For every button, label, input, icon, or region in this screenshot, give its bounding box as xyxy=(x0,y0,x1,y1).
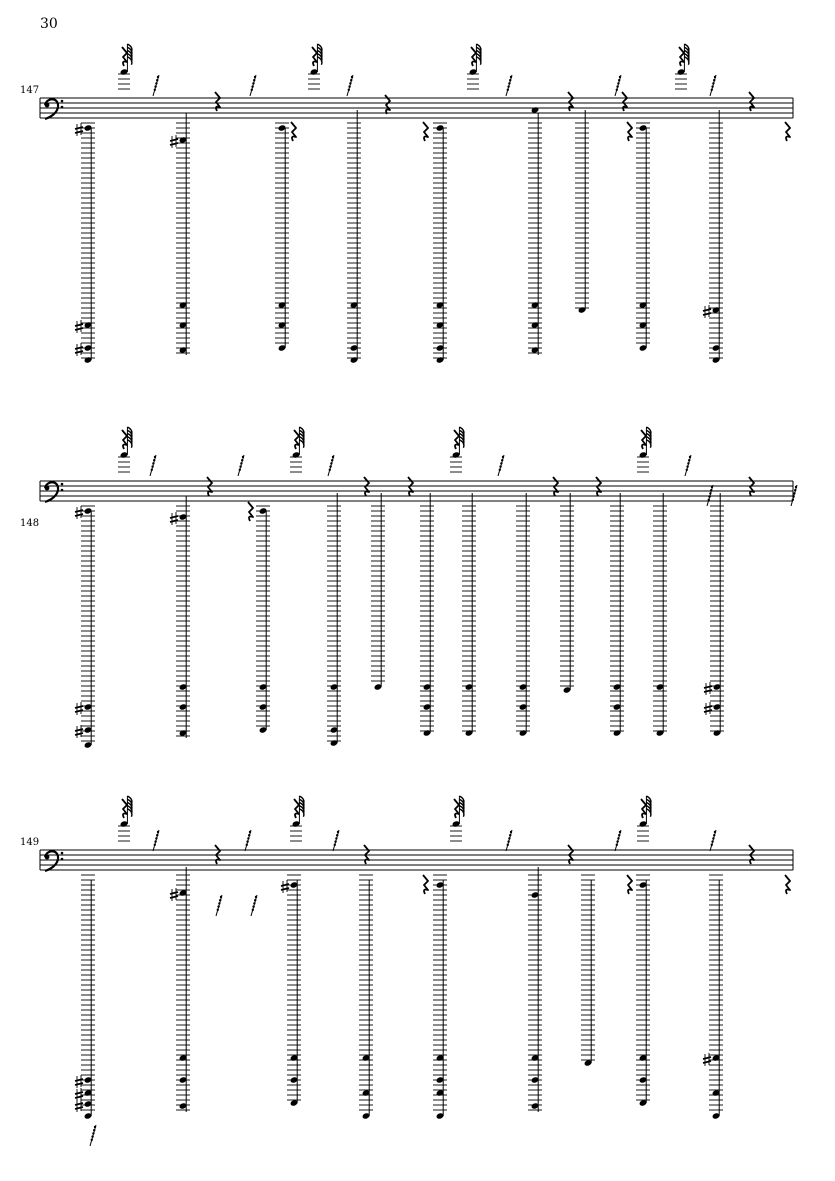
short-rest-icon xyxy=(333,830,339,851)
clef-dot xyxy=(61,100,64,103)
quarter-rest-icon xyxy=(627,122,632,141)
rest-dot xyxy=(239,465,241,467)
short-rest-icon xyxy=(710,75,716,96)
ledger-lines xyxy=(462,506,476,731)
short-rest-icon xyxy=(150,455,156,476)
short-rest-icon xyxy=(685,455,691,476)
rest-dot xyxy=(686,469,688,471)
rest-dot xyxy=(151,465,153,467)
quarter-rest-icon xyxy=(312,47,317,66)
short-rest-icon xyxy=(506,75,512,96)
staff xyxy=(40,850,793,871)
clef-curve xyxy=(45,99,58,119)
rest-dot xyxy=(711,85,713,87)
sharp-icon xyxy=(75,343,83,356)
rest-dot xyxy=(502,456,504,458)
short-rest-icon xyxy=(251,895,257,916)
sharp-stroke xyxy=(75,1096,83,1098)
ledger-lines xyxy=(709,123,723,358)
sharp-stroke xyxy=(75,1092,83,1094)
rest-dot xyxy=(332,456,334,458)
ledger-lines xyxy=(710,506,724,731)
rest-dot xyxy=(241,459,243,461)
rest-dot xyxy=(689,456,691,458)
rest-dot xyxy=(714,76,716,78)
rest-dot xyxy=(792,499,794,501)
rest-dot xyxy=(255,896,257,898)
rest-dot xyxy=(499,469,501,471)
rest-dot xyxy=(351,76,353,78)
flag-icon xyxy=(299,427,304,448)
rest-dot xyxy=(508,837,510,839)
short-rest-icon xyxy=(153,75,159,96)
quarter-rest-icon xyxy=(749,477,754,496)
ledger-lines xyxy=(528,123,542,353)
ledger-lines xyxy=(450,826,462,841)
rest-dot xyxy=(616,85,618,87)
rest-dot xyxy=(156,79,158,81)
rest-dot xyxy=(157,831,159,833)
flag-icon xyxy=(476,44,481,65)
rest-dot xyxy=(507,89,509,91)
rest-dot xyxy=(795,486,797,488)
rest-dot xyxy=(714,831,716,833)
flag-icon xyxy=(459,796,464,817)
staff xyxy=(40,98,793,119)
rest-dot xyxy=(349,82,351,84)
quarter-rest-icon xyxy=(423,122,428,141)
sharp-stroke xyxy=(170,139,178,141)
rest-dot xyxy=(709,492,711,494)
rest-dot xyxy=(254,76,256,78)
ledger-lines xyxy=(528,875,542,1110)
rest-dot xyxy=(507,844,509,846)
ledger-lines xyxy=(118,826,130,841)
clef-dot xyxy=(45,103,50,108)
rest-dot xyxy=(91,1135,93,1137)
quarter-rest-icon xyxy=(364,845,369,864)
rest-dot xyxy=(708,499,710,501)
sharp-icon xyxy=(170,135,178,148)
rest-dot xyxy=(93,1129,95,1131)
rest-dot xyxy=(616,89,618,91)
rest-dot xyxy=(617,82,619,84)
sharp-stroke xyxy=(75,127,83,129)
short-rest-icon xyxy=(498,455,504,476)
bass-clef-icon xyxy=(45,482,64,502)
rest-dot xyxy=(711,486,713,488)
short-rest-icon xyxy=(710,830,716,851)
quarter-rest-icon xyxy=(641,799,646,818)
rest-dot xyxy=(792,495,794,497)
rest-dot xyxy=(218,902,220,904)
sharp-stroke xyxy=(75,733,83,735)
ledger-lines xyxy=(256,506,270,726)
ledger-lines xyxy=(81,875,95,1110)
flag-icon xyxy=(127,44,131,65)
flag-icon xyxy=(646,796,651,817)
sharp-icon xyxy=(281,880,289,893)
flag-icon xyxy=(317,44,322,65)
sharp-stroke xyxy=(170,516,178,518)
rest-dot xyxy=(156,834,158,836)
sharp-stroke xyxy=(703,1061,711,1063)
rest-dot xyxy=(253,79,255,81)
ledger-lines xyxy=(636,123,650,343)
rest-dot xyxy=(500,462,502,464)
rest-dot xyxy=(252,905,254,907)
rest-dot xyxy=(617,837,619,839)
quarter-rest-icon xyxy=(248,502,253,521)
rest-dot xyxy=(711,844,713,846)
rest-dot xyxy=(157,76,159,78)
ledger-lines xyxy=(176,875,190,1110)
rest-dot xyxy=(507,840,509,842)
bass-clef-icon xyxy=(45,99,64,119)
ledger-lines xyxy=(176,506,190,736)
ledger-lines xyxy=(467,74,479,89)
rest-dot xyxy=(510,76,512,78)
sharp-icon xyxy=(75,702,83,715)
quarter-rest-icon xyxy=(294,799,299,818)
ledger-lines xyxy=(637,457,649,472)
clef-dot xyxy=(61,489,64,492)
quarter-rest-icon xyxy=(454,430,459,449)
short-rest-icon xyxy=(707,485,713,506)
rest-dot xyxy=(334,840,336,842)
rest-dot xyxy=(713,834,715,836)
rest-dot xyxy=(155,82,157,84)
rest-dot xyxy=(153,459,155,461)
sharp-stroke xyxy=(703,309,711,311)
ledger-lines xyxy=(433,875,447,1110)
rest-dot xyxy=(618,834,620,836)
rest-dot xyxy=(334,844,336,846)
sharp-stroke xyxy=(704,710,712,712)
clef-dot xyxy=(45,486,50,491)
short-rest-icon xyxy=(347,75,353,96)
rest-dot xyxy=(335,837,337,839)
ledger-lines xyxy=(709,875,723,1110)
quarter-rest-icon xyxy=(364,477,369,496)
clef-dot xyxy=(61,858,64,861)
rest-dot xyxy=(711,840,713,842)
sharp-icon xyxy=(704,682,712,695)
sharp-stroke xyxy=(704,690,712,692)
ledger-lines xyxy=(581,875,595,1060)
rest-dot xyxy=(688,459,690,461)
clef-dot xyxy=(61,106,64,109)
rest-dot xyxy=(254,899,256,901)
ledger-lines xyxy=(420,506,434,731)
ledger-lines xyxy=(275,123,289,343)
ledger-lines xyxy=(290,457,302,472)
rest-dot xyxy=(686,465,688,467)
short-rest-icon xyxy=(245,830,251,851)
rest-dot xyxy=(239,469,241,471)
rest-dot xyxy=(253,902,255,904)
rest-dot xyxy=(251,85,253,87)
page-number: 30 xyxy=(40,16,58,32)
short-rest-icon xyxy=(328,455,334,476)
sharp-icon xyxy=(75,1075,83,1088)
rest-dot xyxy=(251,89,253,91)
quarter-rest-icon xyxy=(641,430,646,449)
rest-dot xyxy=(252,82,254,84)
rest-dot xyxy=(219,899,221,901)
clef-dot xyxy=(45,855,50,860)
rest-dot xyxy=(507,85,509,87)
staff xyxy=(40,481,793,502)
rest-dot xyxy=(509,834,511,836)
rest-dot xyxy=(510,831,512,833)
rest-dot xyxy=(249,831,251,833)
rest-dot xyxy=(616,840,618,842)
ledger-lines xyxy=(176,123,190,353)
quarter-rest-icon xyxy=(408,477,413,496)
short-rest-icon xyxy=(791,485,797,506)
ledger-lines xyxy=(450,457,462,472)
quarter-rest-icon xyxy=(207,477,212,496)
sharp-stroke xyxy=(170,892,178,894)
rest-dot xyxy=(793,492,795,494)
flag-icon xyxy=(127,796,131,817)
quarter-rest-icon xyxy=(454,799,459,818)
rest-dot xyxy=(220,896,222,898)
ledger-lines xyxy=(118,74,130,89)
quarter-rest-icon xyxy=(423,875,428,894)
rest-dot xyxy=(151,469,153,471)
rest-dot xyxy=(154,456,156,458)
ledger-lines xyxy=(118,457,130,472)
rest-dot xyxy=(501,459,503,461)
short-rest-icon xyxy=(238,455,244,476)
sharp-stroke xyxy=(75,324,83,326)
measure-number: 149 xyxy=(20,837,40,848)
short-rest-icon xyxy=(250,75,256,96)
sharp-stroke xyxy=(75,347,83,349)
ledger-lines xyxy=(371,506,385,681)
rest-dot xyxy=(618,79,620,81)
rest-dot xyxy=(711,89,713,91)
rest-dot xyxy=(152,462,154,464)
sharp-stroke xyxy=(75,706,83,708)
rest-dot xyxy=(246,844,248,846)
short-rest-icon xyxy=(615,75,621,96)
rest-dot xyxy=(155,837,157,839)
sharp-stroke xyxy=(75,1079,83,1081)
bass-clef-icon xyxy=(45,851,64,871)
sharp-stroke xyxy=(281,884,289,886)
rest-dot xyxy=(712,837,714,839)
quarter-rest-icon xyxy=(627,875,632,894)
rest-dot xyxy=(619,831,621,833)
flag-icon xyxy=(299,796,304,817)
sharp-stroke xyxy=(75,510,83,512)
sharp-stroke xyxy=(704,686,712,688)
rest-dot xyxy=(154,844,156,846)
rest-dot xyxy=(246,840,248,842)
rest-dot xyxy=(154,85,156,87)
ledger-lines xyxy=(516,506,530,731)
rest-dot xyxy=(712,82,714,84)
rest-dot xyxy=(247,837,249,839)
sharp-stroke xyxy=(75,710,83,712)
rest-dot xyxy=(508,82,510,84)
rest-dot xyxy=(154,89,156,91)
clef-dot xyxy=(61,852,64,855)
sharp-stroke xyxy=(704,706,712,708)
measure-number: 148 xyxy=(20,518,40,529)
measure-number: 147 xyxy=(20,85,40,96)
rest-dot xyxy=(329,465,331,467)
sharp-stroke xyxy=(170,143,178,145)
ledger-lines xyxy=(287,875,301,1100)
short-rest-icon xyxy=(90,1125,96,1146)
short-rest-icon xyxy=(153,830,159,851)
rest-dot xyxy=(248,834,250,836)
ledger-lines xyxy=(347,123,361,358)
clef-curve xyxy=(45,482,58,502)
ledger-lines xyxy=(290,826,302,841)
rest-dot xyxy=(616,844,618,846)
sharp-stroke xyxy=(703,1057,711,1059)
rest-dot xyxy=(242,456,244,458)
ledger-lines xyxy=(610,506,624,731)
rest-dot xyxy=(348,85,350,87)
rest-dot xyxy=(240,462,242,464)
rest-dot xyxy=(708,495,710,497)
sharp-stroke xyxy=(703,313,711,315)
ledger-lines xyxy=(636,875,650,1100)
rest-dot xyxy=(252,909,254,911)
rest-dot xyxy=(337,831,339,833)
rest-dot xyxy=(92,1132,94,1134)
rest-dot xyxy=(687,462,689,464)
short-rest-icon xyxy=(615,830,621,851)
clef-dot xyxy=(61,483,64,486)
rest-dot xyxy=(350,79,352,81)
quarter-rest-icon xyxy=(291,122,296,141)
quarter-rest-icon xyxy=(596,477,601,496)
rest-dot xyxy=(329,469,331,471)
rest-dot xyxy=(794,489,796,491)
rest-dot xyxy=(331,459,333,461)
sharp-stroke xyxy=(170,520,178,522)
sharp-stroke xyxy=(170,896,178,898)
rest-dot xyxy=(154,840,156,842)
ledger-lines xyxy=(637,826,649,841)
sharp-stroke xyxy=(75,1107,83,1109)
ledger-lines xyxy=(560,506,574,686)
sharp-icon xyxy=(170,512,178,525)
quarter-rest-icon xyxy=(471,47,476,66)
quarter-rest-icon xyxy=(294,430,299,449)
sharp-icon xyxy=(75,123,83,136)
quarter-rest-icon xyxy=(749,845,754,864)
rest-dot xyxy=(710,489,712,491)
clef-curve xyxy=(45,851,58,871)
quarter-rest-icon xyxy=(122,430,127,449)
ledger-lines xyxy=(675,74,687,89)
short-rest-icon xyxy=(216,895,222,916)
short-rest-icon xyxy=(506,830,512,851)
sharp-icon xyxy=(75,506,83,519)
rest-dot xyxy=(509,79,511,81)
flag-icon xyxy=(459,427,464,448)
quarter-rest-icon xyxy=(553,477,558,496)
sharp-stroke xyxy=(75,328,83,330)
rest-dot xyxy=(217,909,219,911)
sharp-icon xyxy=(704,702,712,715)
flag-icon xyxy=(684,44,689,65)
rest-dot xyxy=(330,462,332,464)
ledger-lines xyxy=(575,123,589,308)
rest-dot xyxy=(336,834,338,836)
sharp-icon xyxy=(703,305,711,318)
ledger-lines xyxy=(327,506,341,741)
rest-dot xyxy=(217,905,219,907)
quarter-rest-icon xyxy=(568,845,573,864)
rest-dot xyxy=(94,1126,96,1128)
quarter-rest-icon xyxy=(122,47,127,66)
rest-dot xyxy=(348,89,350,91)
quarter-rest-icon xyxy=(122,799,127,818)
ledger-lines xyxy=(653,506,667,731)
rest-dot xyxy=(619,76,621,78)
rest-dot xyxy=(499,465,501,467)
sharp-icon xyxy=(75,320,83,333)
rest-dot xyxy=(713,79,715,81)
ledger-lines xyxy=(359,875,373,1110)
quarter-rest-icon xyxy=(679,47,684,66)
quarter-rest-icon xyxy=(785,122,790,141)
ledger-lines xyxy=(308,74,320,89)
flag-icon xyxy=(646,427,651,448)
quarter-rest-icon xyxy=(785,875,790,894)
flag-icon xyxy=(127,427,131,448)
rest-dot xyxy=(91,1139,93,1141)
quarter-rest-icon xyxy=(215,845,220,864)
